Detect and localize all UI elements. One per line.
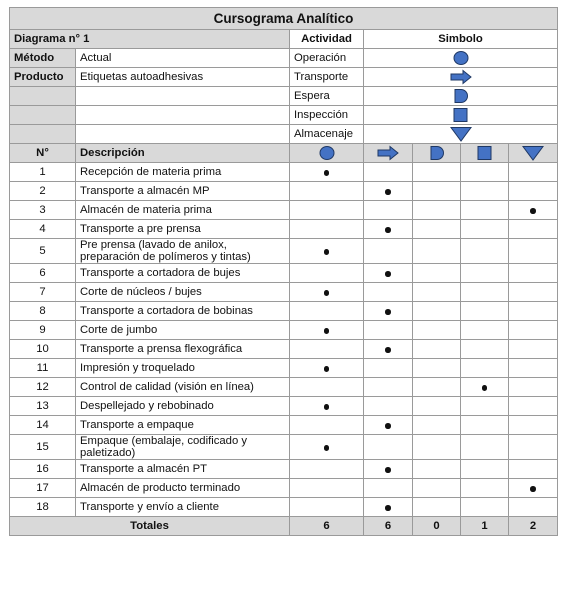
table-row	[10, 460, 558, 479]
transport-arrow-icon	[368, 145, 408, 161]
legend-symbol-operation	[364, 49, 558, 68]
product-value: Etiquetas autoadhesivas	[76, 68, 290, 87]
table-row	[10, 201, 558, 220]
step-mark-cell	[461, 498, 509, 517]
step-number: 3	[10, 201, 76, 220]
step-description: Transporte a cortadora de bobinas	[76, 302, 290, 321]
step-mark-cell	[364, 460, 413, 479]
table-row	[10, 397, 558, 416]
inspection-square-icon	[368, 107, 553, 123]
step-number: 7	[10, 283, 76, 302]
legend-activity-transport: Transporte	[290, 68, 364, 87]
legend-symbol-storage	[364, 125, 558, 144]
step-mark-cell	[413, 435, 461, 460]
step-description: Pre prensa (lavado de anilox, preparación de polímeros y tintas)	[76, 239, 290, 264]
step-description: Almacén de materia prima	[76, 201, 290, 220]
step-mark-cell	[509, 302, 558, 321]
step-mark-cell	[413, 378, 461, 397]
step-number: 5	[10, 239, 76, 264]
step-mark-cell	[461, 321, 509, 340]
step-mark-cell	[461, 435, 509, 460]
legend-symbol-transport	[364, 68, 558, 87]
activity-mark-dot	[324, 290, 330, 296]
step-mark-cell	[290, 302, 364, 321]
step-mark-cell	[461, 359, 509, 378]
total-value: 2	[509, 517, 558, 536]
step-mark-cell	[413, 201, 461, 220]
step-mark-cell	[461, 239, 509, 264]
step-mark-cell	[461, 340, 509, 359]
step-mark-cell	[461, 182, 509, 201]
table-row	[10, 220, 558, 239]
activity-mark-dot	[482, 385, 488, 391]
step-mark-cell	[509, 163, 558, 182]
legend-activity-storage: Almacenaje	[290, 125, 364, 144]
step-mark-cell	[413, 239, 461, 264]
step-mark-cell	[509, 498, 558, 517]
wait-d-shape-icon	[417, 145, 456, 161]
step-number: 17	[10, 479, 76, 498]
step-mark-cell	[364, 321, 413, 340]
step-number: 9	[10, 321, 76, 340]
legend-activity-wait: Espera	[290, 87, 364, 106]
step-mark-cell	[509, 359, 558, 378]
step-description: Transporte a prensa flexográfica	[76, 340, 290, 359]
step-number: 13	[10, 397, 76, 416]
step-mark-cell	[290, 498, 364, 517]
step-mark-cell	[509, 460, 558, 479]
step-number: 11	[10, 359, 76, 378]
table-row	[10, 435, 558, 460]
activity-mark-dot	[324, 366, 330, 372]
activity-mark-dot	[385, 309, 391, 315]
step-mark-cell	[509, 201, 558, 220]
step-mark-cell	[413, 302, 461, 321]
step-mark-cell	[290, 239, 364, 264]
step-description: Corte de jumbo	[76, 321, 290, 340]
step-mark-cell	[364, 416, 413, 435]
table-row	[10, 416, 558, 435]
step-mark-cell	[364, 239, 413, 264]
step-mark-cell	[364, 302, 413, 321]
step-description: Transporte a empaque	[76, 416, 290, 435]
step-mark-cell	[364, 498, 413, 517]
legend-activity-inspection: Inspección	[290, 106, 364, 125]
step-mark-cell	[290, 283, 364, 302]
step-mark-cell	[413, 479, 461, 498]
step-mark-cell	[364, 220, 413, 239]
step-description: Transporte a cortadora de bujes	[76, 264, 290, 283]
step-mark-cell	[413, 321, 461, 340]
analytic-flow-chart-table	[9, 7, 558, 536]
table-row	[10, 321, 558, 340]
inspection-square-icon	[465, 145, 504, 161]
step-mark-cell	[290, 460, 364, 479]
storage-column-header	[509, 144, 558, 163]
step-mark-cell	[413, 460, 461, 479]
total-value: 1	[461, 517, 509, 536]
step-mark-cell	[461, 378, 509, 397]
step-mark-cell	[413, 264, 461, 283]
method-label: Método	[10, 49, 76, 68]
total-value: 6	[364, 517, 413, 536]
step-mark-cell	[461, 283, 509, 302]
step-mark-cell	[364, 479, 413, 498]
description-column-header: Descripción	[76, 144, 290, 163]
step-mark-cell	[364, 359, 413, 378]
step-number: 14	[10, 416, 76, 435]
step-mark-cell	[364, 340, 413, 359]
step-number: 1	[10, 163, 76, 182]
step-description: Corte de núcleos / bujes	[76, 283, 290, 302]
step-mark-cell	[413, 283, 461, 302]
activity-mark-dot	[385, 505, 391, 511]
step-mark-cell	[290, 479, 364, 498]
operation-circle-icon	[368, 50, 553, 66]
legend-symbol-inspection	[364, 106, 558, 125]
table-row	[10, 264, 558, 283]
step-number: 12	[10, 378, 76, 397]
step-description: Impresión y troquelado	[76, 359, 290, 378]
wait-d-shape-icon	[368, 88, 553, 104]
total-value: 6	[290, 517, 364, 536]
table-row	[10, 163, 558, 182]
step-number: 16	[10, 460, 76, 479]
legend-symbol-wait	[364, 87, 558, 106]
step-mark-cell	[290, 220, 364, 239]
empty-cell	[76, 87, 290, 106]
step-mark-cell	[364, 201, 413, 220]
step-mark-cell	[509, 435, 558, 460]
step-mark-cell	[413, 182, 461, 201]
step-number: 6	[10, 264, 76, 283]
chart-title: Cursograma Analítico	[10, 8, 558, 30]
step-mark-cell	[509, 182, 558, 201]
totals-row	[10, 517, 558, 536]
operation-circle-icon	[294, 145, 359, 161]
step-mark-cell	[509, 416, 558, 435]
transport-arrow-icon	[368, 69, 553, 85]
step-mark-cell	[364, 283, 413, 302]
step-number: 4	[10, 220, 76, 239]
transport-column-header	[364, 144, 413, 163]
step-mark-cell	[290, 340, 364, 359]
empty-cell	[76, 125, 290, 144]
activity-mark-dot	[324, 170, 330, 176]
step-mark-cell	[364, 163, 413, 182]
empty-cell	[76, 106, 290, 125]
step-mark-cell	[509, 397, 558, 416]
step-mark-cell	[364, 182, 413, 201]
table-row	[10, 479, 558, 498]
step-number: 18	[10, 498, 76, 517]
step-description: Transporte a almacén MP	[76, 182, 290, 201]
step-mark-cell	[509, 321, 558, 340]
total-value: 0	[413, 517, 461, 536]
step-mark-cell	[364, 397, 413, 416]
step-mark-cell	[509, 220, 558, 239]
number-column-header: N°	[10, 144, 76, 163]
step-mark-cell	[290, 397, 364, 416]
step-mark-cell	[509, 378, 558, 397]
activity-header: Actividad	[290, 30, 364, 49]
step-mark-cell	[290, 201, 364, 220]
step-mark-cell	[413, 416, 461, 435]
step-mark-cell	[509, 264, 558, 283]
step-mark-cell	[461, 479, 509, 498]
step-mark-cell	[364, 264, 413, 283]
step-number: 8	[10, 302, 76, 321]
table-row	[10, 239, 558, 264]
table-row	[10, 340, 558, 359]
step-mark-cell	[364, 378, 413, 397]
step-mark-cell	[364, 435, 413, 460]
table-row	[10, 498, 558, 517]
step-mark-cell	[461, 397, 509, 416]
step-mark-cell	[461, 220, 509, 239]
activity-mark-dot	[324, 404, 330, 410]
step-mark-cell	[461, 201, 509, 220]
activity-mark-dot	[385, 347, 391, 353]
step-description: Recepción de materia prima	[76, 163, 290, 182]
activity-mark-dot	[385, 423, 391, 429]
diagram-number: Diagrama n° 1	[10, 30, 290, 49]
step-mark-cell	[461, 163, 509, 182]
step-mark-cell	[509, 239, 558, 264]
step-mark-cell	[290, 359, 364, 378]
step-mark-cell	[509, 283, 558, 302]
totals-label: Totales	[10, 517, 290, 536]
activity-mark-dot	[324, 249, 330, 255]
step-mark-cell	[413, 359, 461, 378]
step-mark-cell	[290, 378, 364, 397]
activity-mark-dot	[530, 208, 536, 214]
step-mark-cell	[461, 416, 509, 435]
step-mark-cell	[413, 397, 461, 416]
table-row	[10, 359, 558, 378]
step-description: Despellejado y rebobinado	[76, 397, 290, 416]
empty-cell	[10, 106, 76, 125]
empty-cell	[10, 125, 76, 144]
legend-activity-operation: Operación	[290, 49, 364, 68]
activity-mark-dot	[385, 189, 391, 195]
activity-mark-dot	[385, 467, 391, 473]
step-description: Transporte a pre prensa	[76, 220, 290, 239]
step-description: Control de calidad (visión en línea)	[76, 378, 290, 397]
table-row	[10, 302, 558, 321]
table-row	[10, 283, 558, 302]
step-description: Empaque (embalaje, codificado y paletizado)	[76, 435, 290, 460]
wait-column-header	[413, 144, 461, 163]
step-mark-cell	[290, 435, 364, 460]
inspection-column-header	[461, 144, 509, 163]
activity-mark-dot	[530, 486, 536, 492]
step-mark-cell	[413, 498, 461, 517]
step-mark-cell	[290, 321, 364, 340]
step-mark-cell	[509, 340, 558, 359]
activity-mark-dot	[385, 271, 391, 277]
storage-triangle-icon	[513, 145, 553, 161]
operation-column-header	[290, 144, 364, 163]
step-mark-cell	[290, 264, 364, 283]
step-mark-cell	[290, 182, 364, 201]
activity-mark-dot	[324, 328, 330, 334]
step-mark-cell	[413, 220, 461, 239]
storage-triangle-icon	[368, 126, 553, 142]
step-number: 15	[10, 435, 76, 460]
empty-cell	[10, 87, 76, 106]
table-row	[10, 182, 558, 201]
step-mark-cell	[413, 340, 461, 359]
method-value: Actual	[76, 49, 290, 68]
step-mark-cell	[461, 302, 509, 321]
step-mark-cell	[290, 163, 364, 182]
activity-mark-dot	[385, 227, 391, 233]
product-label: Producto	[10, 68, 76, 87]
symbol-header: Simbolo	[364, 30, 558, 49]
table-row	[10, 378, 558, 397]
step-mark-cell	[509, 479, 558, 498]
step-mark-cell	[461, 460, 509, 479]
step-mark-cell	[290, 416, 364, 435]
step-number: 2	[10, 182, 76, 201]
activity-mark-dot	[324, 445, 330, 451]
step-description: Transporte y envío a cliente	[76, 498, 290, 517]
step-description: Transporte a almacén PT	[76, 460, 290, 479]
step-description: Almacén de producto terminado	[76, 479, 290, 498]
step-number: 10	[10, 340, 76, 359]
step-mark-cell	[461, 264, 509, 283]
step-mark-cell	[413, 163, 461, 182]
